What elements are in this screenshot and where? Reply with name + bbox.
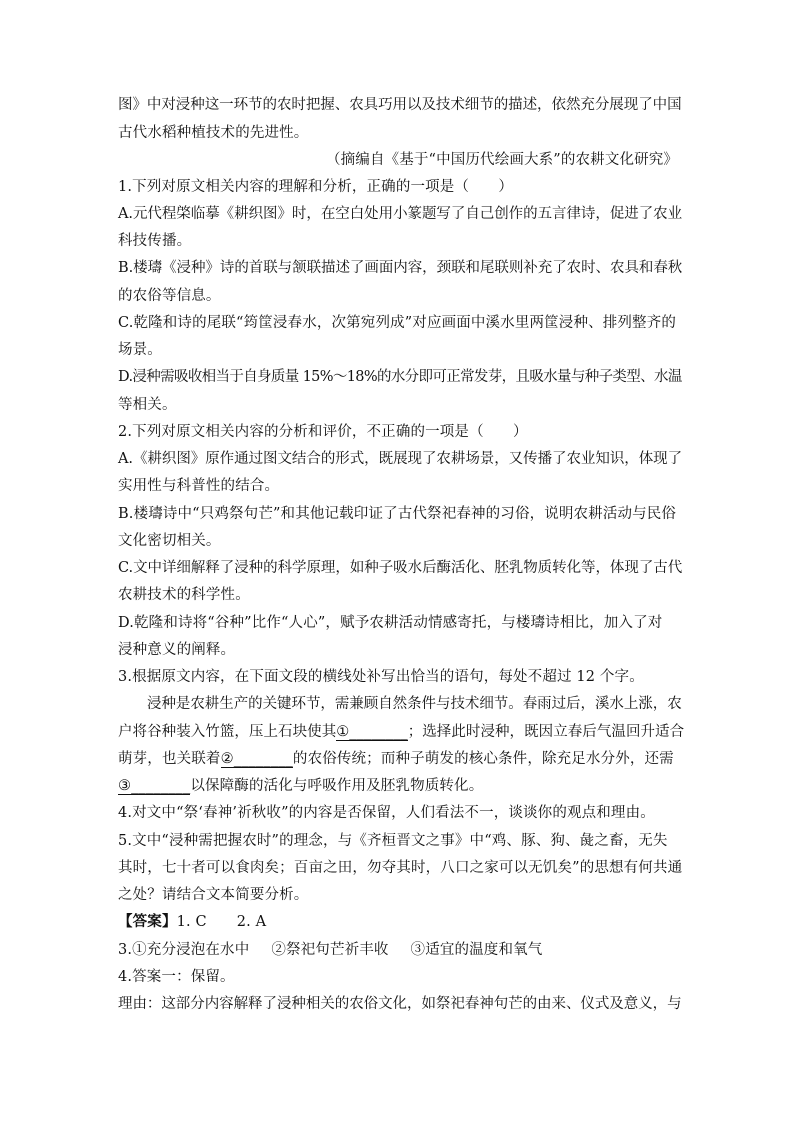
answer-line-3	[118, 940, 542, 960]
question-3-stem: 3.根据原文内容，在下面文段的横线处补写出恰当的语句，每处不超过 12 个字。	[118, 669, 644, 685]
answer-2: 2. A	[236, 914, 267, 930]
question-2-stem: 2.下列对原文相关内容的分析和评价，不正确的一项是（ ）	[118, 424, 528, 440]
answer-1: 1. C	[176, 914, 207, 930]
q3-passage-line	[118, 776, 483, 796]
q2-option-d: D.乾隆和诗将“谷种”比作“人心”，赋予农耕活动情感寄托，与楼璹诗相比，加入了对	[118, 615, 663, 631]
q3-text: 萌芽，也关联着	[118, 751, 221, 767]
question-1-stem: 1.下列对原文相关内容的理解和分析，正确的一项是（ ）	[118, 179, 514, 195]
fill-blank-3[interactable]: ③________	[118, 778, 191, 794]
q1-option-d-cont: 等相关。	[118, 397, 177, 413]
answer-line-1	[118, 912, 266, 932]
answer-3-2: ②祭祀句芒祈丰收	[271, 942, 389, 958]
fill-blank-2[interactable]: ②________	[220, 751, 293, 767]
q2-option-a-cont: 实用性与科普性的结合。	[118, 478, 280, 494]
q3-text: ；选择此时浸种，既因立春后气温回升适合	[407, 724, 685, 740]
q3-text: 户将谷种装入竹篮，压上石块使其	[118, 724, 337, 740]
q1-option-c-cont: 场景。	[118, 342, 162, 358]
answer-3-1: ①充分浸泡在水中	[132, 942, 250, 958]
q2-option-b-cont: 文化密切相关。	[118, 533, 221, 549]
q1-option-b-cont: 的农俗等信息。	[118, 288, 221, 304]
q2-option-a: A.《耕织图》原作通过图文结合的形式，既展现了农耕场景，又传播了农业知识，体现了	[118, 451, 683, 467]
q2-option-c: C.文中详细解释了浸种的科学原理，如种子吸水后酶活化、胚乳物质转化等，体现了古代	[118, 560, 683, 576]
q1-option-d: D.浸种需吸收相当于自身质量 15%～18%的水分即可正常发芽，且吸水量与种子类型、水温	[118, 369, 682, 385]
question-5-stem-cont: 其时，七十者可以食肉矣；百亩之田，勿夺其时，八口之家可以无饥矣”的思想有何共通	[118, 860, 683, 876]
q2-option-c-cont: 农耕技术的科学性。	[118, 587, 250, 603]
q3-passage-line	[118, 749, 674, 769]
q2-option-d-cont: 浸种意义的阐释。	[118, 642, 236, 658]
q1-option-c: C.乾隆和诗的尾联“筠筐浸春水，次第宛列成”对应画面中溪水里两筐浸种、排列整齐的	[118, 315, 677, 331]
question-4-stem: 4.对文中“祭‘春神’祈秋收”的内容是否保留，人们看法不一，谈谈你的观点和理由。	[118, 805, 655, 821]
answer-label: 【答案】	[118, 913, 177, 930]
fill-blank-1[interactable]: ①________	[336, 724, 408, 740]
answer-3-3: ③适宜的温度和氧气	[410, 942, 543, 958]
answer-4-reason: 理由：这部分内容解释了浸种相关的农俗文化，如祭祀春神句芒的由来、仪式及意义，与	[118, 996, 682, 1012]
q3-passage-line	[118, 722, 684, 742]
answer-3-prefix: 3.	[118, 942, 133, 958]
q2-option-b: B.楼璹诗中“只鸡祭句芒”和其他记载印证了古代祭祀春神的习俗，说明农耕活动与民俗	[118, 506, 677, 522]
q1-option-a-cont: 科技传播。	[118, 233, 192, 249]
q3-text: 以保障酶的活化与呼吸作用及胚乳物质转化。	[190, 778, 484, 794]
passage-line: 古代水稻种植技术的先进性。	[118, 125, 309, 141]
source-citation: （摘编自《基于“中国历代绘画大系”的农耕文化研究》	[326, 152, 679, 168]
q3-passage-line: 浸种是农耕生产的关键环节，需兼顾自然条件与技术细节。春雨过后，溪水上涨，农	[147, 696, 682, 712]
passage-line: 图》中对浸种这一环节的农时把握、农具巧用以及技术细节的描述，依然充分展现了中国	[118, 97, 682, 113]
q3-text: 的农俗传统；而种子萌发的核心条件，除充足水分外，还需	[292, 751, 674, 767]
q1-option-b: B.楼璹《浸种》诗的首联与颔联描述了画面内容，颈联和尾联则补充了农时、农具和春秋	[118, 260, 683, 276]
question-5-stem: 5.文中“浸种需把握农时”的理念，与《齐桓晋文之事》中“鸡、豚、狗、彘之畜，无失	[118, 833, 668, 849]
q1-option-a: A.元代程棨临摹《耕织图》时，在空白处用小篆题写了自己创作的五言律诗，促进了农业	[118, 206, 683, 222]
answer-4-head: 4.答案一：保留。	[118, 969, 235, 985]
question-5-stem-cont: 之处？请结合文本简要分析。	[118, 887, 309, 903]
